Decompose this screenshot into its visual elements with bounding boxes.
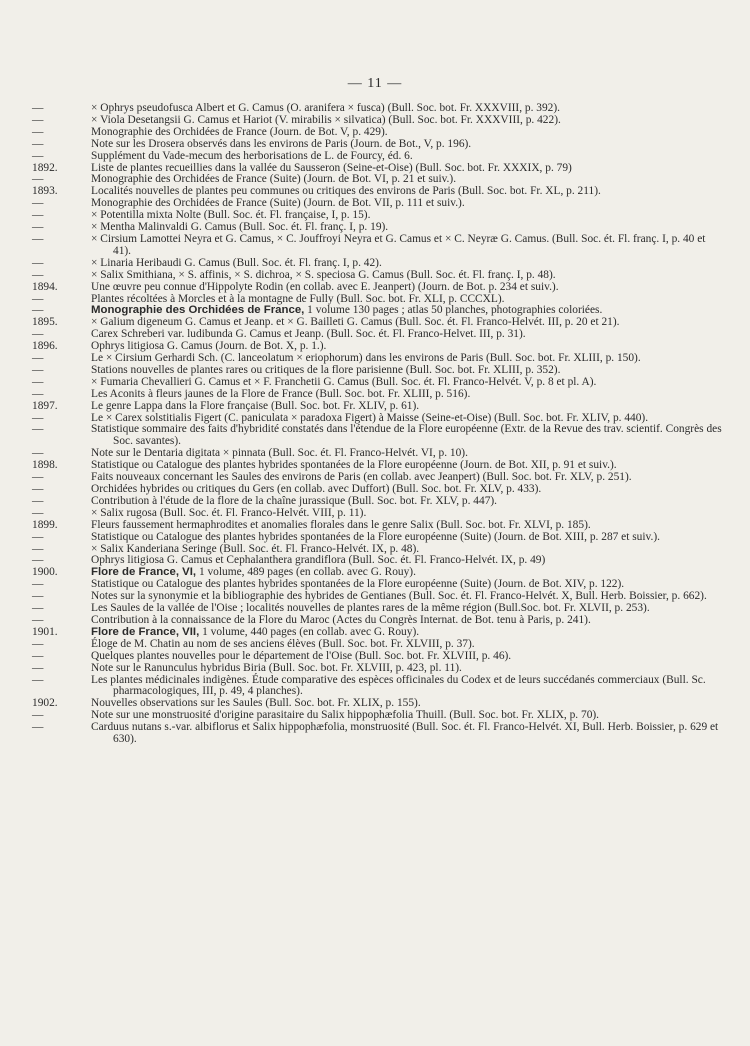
entry-text: Ophrys litigiosa G. Camus (Journ. de Bot. X, p. 1.). bbox=[91, 340, 327, 353]
entry-year: — bbox=[32, 637, 44, 650]
entry-text: Note sur le Dentaria digitata × pinnata (Bull. Soc. ét. Fl. Franco-Helvét. VI, p. 10). bbox=[91, 447, 468, 460]
entry-year: — bbox=[32, 304, 44, 317]
entry-text: Statistique ou Catalogue des plantes hybrides spontanées de la Flore européenne (Journ. de Bot. XII, p. 91 et suiv.). bbox=[91, 459, 617, 472]
entry-year: — bbox=[32, 363, 44, 376]
entry-text: Flore de France, VI, 1 volume, 489 pages (en collab. avec G. Rouy). bbox=[91, 566, 416, 579]
bibliography-entry bbox=[26, 282, 726, 294]
entry-text: Note sur les Drosera observés dans les environs de Paris (Journ. de Bot., V, p. 196). bbox=[91, 137, 472, 150]
entry-year: — bbox=[32, 613, 44, 626]
bibliography-entry bbox=[26, 639, 726, 651]
bibliography-entry bbox=[26, 520, 726, 532]
page-number: — 11 — bbox=[347, 76, 403, 91]
entry-year: — bbox=[32, 709, 44, 722]
entry-year: 1902. bbox=[32, 697, 58, 710]
bibliography-entry bbox=[26, 424, 726, 448]
bibliography-entry bbox=[26, 258, 726, 270]
entry-text: × Linaria Heribaudi G. Camus (Bull. Soc. ét. Fl. franç. I, p. 42). bbox=[91, 256, 382, 269]
bibliography-entry bbox=[26, 508, 726, 520]
entry-year: — bbox=[32, 149, 44, 162]
entry-year: — bbox=[32, 387, 44, 400]
entry-text: Quelques plantes nouvelles pour le département de l'Oise (Bull. Soc. bot. Fr. XLVIII, p. 46). bbox=[91, 649, 512, 662]
bibliography-entry bbox=[26, 127, 726, 139]
entry-text: × Salix rugosa (Bull. Soc. ét. Fl. Franco-Helvét. VIII, p. 11). bbox=[91, 506, 367, 519]
entry-text: Contribution à l'étude de la flore de la chaîne jurassique (Bull. Soc. bot. Fr. XLV, p. 447). bbox=[91, 494, 498, 507]
entry-text: Plantes récoltées à Morcles et à la montagne de Fully (Bull. Soc. bot. Fr. XLI, p. CCCXL). bbox=[91, 292, 505, 305]
entry-text: Monographie des Orchidées de France (Suite) (Journ. de Bot. VI, p. 21 et suiv.). bbox=[91, 173, 457, 186]
entry-year: — bbox=[32, 649, 44, 662]
entry-year: — bbox=[32, 328, 44, 341]
entry-text: Liste de plantes recueillies dans la vallée du Sausseron (Seine-et-Oise) (Bull. Soc. bot. Fr. XXXIX, p. 79) bbox=[91, 161, 572, 174]
entry-text: Carex Schreberi var. ludibunda G. Camus et Jeanp. (Bull. Soc. ét. Fl. Franco-Helvet. III, p. 31). bbox=[91, 328, 526, 341]
entry-year: — bbox=[32, 232, 44, 245]
entry-text: Une œuvre peu connue d'Hippolyte Rodin (en collab. avec E. Jeanpert) (Journ. de Bot. p. 234 et suiv.). bbox=[91, 280, 559, 293]
entry-year: — bbox=[32, 471, 44, 484]
entry-year: — bbox=[32, 673, 44, 686]
entry-text: Orchidées hybrides ou critiques du Gers (en collab. avec Duffort) (Bull. Soc. bot. Fr. XLV, p. 433). bbox=[91, 483, 542, 495]
entry-year: 1898. bbox=[32, 459, 58, 472]
entry-text: Les Saules de la vallée de l'Oise ; localités nouvelles de plantes rares de la même région (Bull.Soc. bot. Fr. XLVII, p. 253). bbox=[91, 602, 650, 615]
entry-year: — bbox=[32, 542, 44, 555]
bibliography-entry bbox=[26, 532, 726, 544]
entry-year: 1901. bbox=[32, 625, 58, 638]
bibliography-entry bbox=[26, 401, 726, 413]
bibliography-list bbox=[26, 103, 726, 746]
entry-year: — bbox=[32, 113, 44, 126]
entry-year: — bbox=[32, 494, 44, 507]
entry-text: Statistique ou Catalogue des plantes hybrides spontanées de la Flore européenne (Suite) (Journ. de Bot. XIV, p. 122). bbox=[91, 578, 625, 591]
entry-year: 1894. bbox=[32, 280, 58, 293]
entry-year: — bbox=[32, 483, 44, 495]
bibliography-entry bbox=[26, 151, 726, 163]
entry-text: × Ophrys pseudofusca Albert et G. Camus (O. aranifera × fusca) (Bull. Soc. bot. Fr. XXXVIII, p. 392). bbox=[91, 102, 561, 114]
entry-year: — bbox=[32, 423, 44, 436]
entry-text: Localités nouvelles de plantes peu communes ou critiques des environs de Paris (Bull. Soc. bot. Fr. XL, p. 211). bbox=[91, 185, 601, 198]
entry-year: — bbox=[32, 411, 44, 424]
entry-text: Faits nouveaux concernant les Saules des environs de Paris (en collab. avec Jeanpert) (Bull. Soc. bot. Fr. XLV, p. 251). bbox=[91, 471, 632, 484]
entry-year: — bbox=[32, 102, 44, 114]
entry-year: 1899. bbox=[32, 518, 58, 531]
entry-year: — bbox=[32, 578, 44, 591]
entry-text: Statistique sommaire des faits d'hybridité constatés dans l'étendue de la Flore européenne (Extr. de la Revue des trav. scientif. Congrès des Soc. savantes). bbox=[91, 423, 722, 448]
entry-text: Éloge de M. Chatin au nom de ses anciens élèves (Bull. Soc. bot. Fr. XLVIII, p. 37). bbox=[91, 637, 475, 650]
entry-text: Statistique ou Catalogue des plantes hybrides spontanées de la Flore européenne (Suite) (Journ. de Bot. XIII, p. 287 et suiv.). bbox=[91, 530, 660, 543]
entry-year: — bbox=[32, 173, 44, 186]
entry-text: Notes sur la synonymie et la bibliographie des hybrides de Gentianes (Bull. Soc. ét. Fl. Franco-Helvét. X, Bull. Herb. Boissier, p. 662). bbox=[91, 590, 707, 603]
entry-text: Fleurs faussement hermaphrodites et anomalies florales dans le genre Salix (Bull. Soc. bot. Fr. XLVI, p. 185). bbox=[91, 518, 591, 531]
bibliography-entry bbox=[26, 377, 726, 389]
entry-text: Flore de France, VII, 1 volume, 440 pages (en collab. avec G. Rouy). bbox=[91, 625, 420, 638]
entry-text: Ophrys litigiosa G. Camus et Cephalanthera grandiflora (Bull. Soc. ét. Fl. Franco-Helvét. IX, p. 49) bbox=[91, 554, 546, 567]
entry-year: 1895. bbox=[32, 316, 58, 329]
bibliography-entry bbox=[26, 675, 726, 699]
entry-year: — bbox=[32, 602, 44, 615]
entry-year: — bbox=[32, 721, 44, 734]
bibliography-entry bbox=[26, 234, 726, 258]
entry-text: Le × Carex solstitialis Figert (C. paniculata × paradoxa Figert) à Maisse (Seine-et-Oise) (Bull. Soc. bot. Fr. XLIV, p. 440). bbox=[91, 411, 649, 424]
entry-year: — bbox=[32, 352, 44, 365]
entry-text: Monographie des Orchidées de France, 1 volume 130 pages ; atlas 50 planches, photographies coloriées. bbox=[91, 304, 603, 317]
entry-year: — bbox=[32, 125, 44, 138]
entry-text: × Salix Smithiana, × S. affinis, × S. dichroa, × S. speciosa G. Camus (Bull. Soc. ét. Fl. franç. I, p. 48). bbox=[91, 268, 556, 281]
entry-year: 1897. bbox=[32, 399, 58, 412]
entry-text: Note sur une monstruosité d'origine parasitaire du Salix hippophæfolia Thuill. (Bull. Soc. bot. Fr. XLIX, p. 70). bbox=[91, 709, 600, 722]
entry-text: Monographie des Orchidées de France (Journ. de Bot. V, p. 429). bbox=[91, 125, 388, 138]
entry-text: × Potentilla mixta Nolte (Bull. Soc. ét. Fl. française, I, p. 15). bbox=[91, 209, 371, 222]
entry-year: — bbox=[32, 590, 44, 603]
entry-year: — bbox=[32, 292, 44, 305]
bibliography-entry bbox=[26, 722, 726, 746]
entry-text: × Mentha Malinvaldi G. Camus (Bull. Soc. ét. Fl. franç. I, p. 19). bbox=[91, 221, 389, 234]
bibliography-entry bbox=[26, 270, 726, 282]
bibliography-entry bbox=[26, 139, 726, 151]
entry-text: Supplément du Vade-mecum des herborisations de L. de Fourcy, éd. 6. bbox=[91, 149, 413, 162]
entry-text: Le × Cirsium Gerhardi Sch. (C. lanceolatum × eriophorum) dans les environs de Paris (Bull. Soc. bot. Fr. XLIII, p. 150). bbox=[91, 352, 641, 365]
entry-year: — bbox=[32, 506, 44, 519]
bibliography-entry bbox=[26, 389, 726, 401]
entry-year: — bbox=[32, 256, 44, 269]
entry-text: Contribution à la connaissance de la Flore du Maroc (Actes du Congrès Internat. de Bot. tenu à Paris, p. 241). bbox=[91, 613, 591, 626]
bibliography-entry bbox=[26, 627, 726, 639]
entry-text: Les plantes médicinales indigènes. Étude comparative des espèces officinales du Codex et de leurs succédanés commerciaux (Bull. Sc. pharmacologiques, III, p. 49, 4 planches). bbox=[91, 673, 706, 698]
entry-text: Monographie des Orchidées de France (Suite) (Journ. de Bot. VII, p. 111 et suiv.). bbox=[91, 197, 465, 210]
entry-text: Les Aconits à fleurs jaunes de la Flore de France (Bull. Soc. bot. Fr. XLIII, p. 516). bbox=[91, 387, 471, 400]
entry-text: × Fumaria Chevallieri G. Camus et × F. Franchetii G. Camus (Bull. Soc. ét. Fl. Franco-Helvét. V, p. 8 et pl. A). bbox=[91, 375, 597, 388]
entry-text: × Galium digeneum G. Camus et Jeanp. et × G. Bailleti G. Camus (Bull. Soc. ét. Fl. Franco-Helvét. III, p. 20 et 21). bbox=[91, 316, 620, 329]
entry-text: Carduus nutans s.-var. albiflorus et Salix hippophæfolia, monstruosité (Bull. Soc. ét. Fl. Franco-Helvét. XI, Bull. Herb. Boissier, p. 629 et 630). bbox=[91, 721, 719, 746]
entry-year: 1892. bbox=[32, 161, 58, 174]
entry-text: × Salix Kanderiana Seringe (Bull. Soc. ét. Fl. Franco-Helvét. IX, p. 48). bbox=[91, 542, 420, 555]
entry-year: — bbox=[32, 375, 44, 388]
entry-year: — bbox=[32, 268, 44, 281]
entry-text: × Cirsium Lamottei Neyra et G. Camus, × C. Jouffroyi Neyra et G. Camus et × C. Neyræ G. Camus. (Bull. Soc. ét. Fl. franç. I, p. 40 et 41). bbox=[91, 232, 706, 257]
entry-year: — bbox=[32, 530, 44, 543]
entry-text: Note sur le Ranunculus hybridus Biria (Bull. Soc. bot. Fr. XLVIII, p. 423, pl. 11). bbox=[91, 661, 462, 674]
entry-year: — bbox=[32, 661, 44, 674]
entry-text: Le genre Lappa dans la Flore française (Bull. Soc. bot. Fr. XLIV, p. 61). bbox=[91, 399, 420, 412]
bibliography-entry bbox=[26, 651, 726, 663]
entry-text: Nouvelles observations sur les Saules (Bull. Soc. bot. Fr. XLIX, p. 155). bbox=[91, 697, 421, 710]
entry-year: — bbox=[32, 209, 44, 222]
entry-year: — bbox=[32, 137, 44, 150]
bibliography-entry bbox=[26, 663, 726, 675]
entry-year: 1896. bbox=[32, 340, 58, 353]
entry-text: × Viola Desetangsii G. Camus et Hariot (V. mirabilis × silvatica) (Bull. Soc. bot. Fr. XXXVIII, p. 422). bbox=[91, 113, 561, 126]
entry-year: 1893. bbox=[32, 185, 58, 198]
entry-year: — bbox=[32, 554, 44, 567]
entry-year: — bbox=[32, 447, 44, 460]
entry-text: Stations nouvelles de plantes rares ou critiques de la flore parisienne (Bull. Soc. bot. Fr. XLIII, p. 352). bbox=[91, 363, 561, 376]
entry-year: 1900. bbox=[32, 566, 58, 579]
entry-year: — bbox=[32, 197, 44, 210]
entry-year: — bbox=[32, 221, 44, 234]
